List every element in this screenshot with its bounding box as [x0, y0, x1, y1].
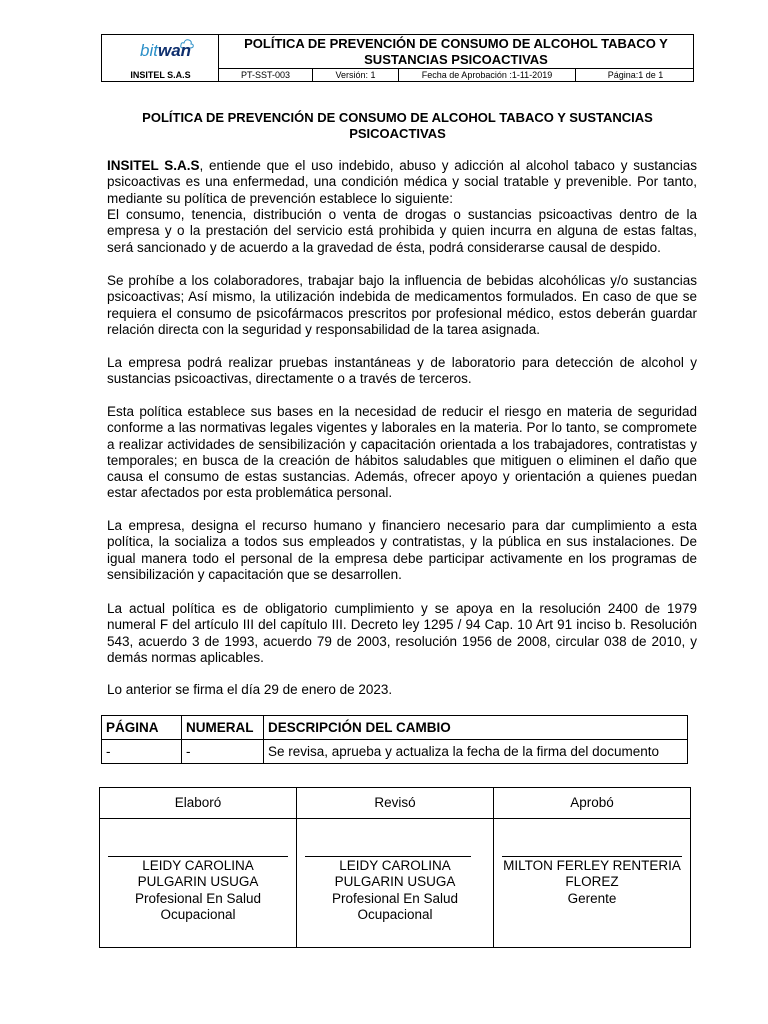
document-version: Versión: 1	[312, 69, 398, 81]
signature-role: Revisó	[297, 788, 493, 819]
signature-line	[502, 856, 682, 857]
table-header-row	[102, 716, 688, 740]
signature-role: Aprobó	[494, 788, 690, 819]
header-meta-row	[219, 69, 693, 81]
header-title	[219, 35, 693, 69]
signature-line	[108, 856, 288, 857]
signature-line	[305, 856, 471, 857]
signatory	[297, 858, 493, 923]
signature-table	[99, 787, 691, 948]
paragraph-6: La actual política es de obligatorio cumplimiento y se apoya en la resolución 2400 de 1979 numeral F del artículo III del capítulo III. Decreto ley 1295 / 94 Cap. 10 Art 91 inciso b. Resolución 543, acuerdo 3 de 1993, acuerdo 79 de 2003, resolución 1956 de 2008, circular 038 de 2010, y demás normas aplicables.	[107, 601, 697, 665]
signatory-title-line2: Ocupacional	[357, 906, 433, 922]
company-mention: INSITEL S.A.S	[107, 158, 200, 173]
header-title-line1: POLÍTICA DE PREVENCIÓN DE CONSUMO DE ALCOHOL TABACO Y	[244, 36, 668, 51]
signatory-name-line1: LEIDY CAROLINA	[339, 858, 451, 873]
signatory-name-line2: PULGARIN USUGA	[334, 874, 456, 890]
table-row	[102, 740, 688, 764]
paragraph-1-text: , entiende que el uso indebido, abuso y adicción al alcohol tabaco y sustancias psicoactivas es una enfermedad, una condición médica y social tratable y prevenible. Por tanto, mediante su política de prevención establece lo siguiente:	[107, 158, 697, 206]
paragraph-4: Esta política establece sus bases en la necesidad de reducir el riesgo en materia de seguridad conforme a las normativas legales vigentes y laborales en la materia. Por lo tanto, se compromete a realizar actividades de sensibilización y capacitación orientada a los trabajadores, contratistas y temporales; en busca de la creación de hábitos saludables que mitiguen o eliminen el daño que causa el consumo de estas sustancias. Además, ofrecer apoyo y orientación a quienes puedan estar afectados por esta problemática personal.	[107, 404, 697, 501]
paragraph-1b: El consumo, tenencia, distribución o venta de drogas o sustancias psicoactivas dentro de la empresa y o la prestación del servicio está prohibida y quien incurra en alguna de estas faltas, será sancionado y de acuerdo a la gravedad de ésta, podrá considerarse causal de despido.	[107, 207, 697, 255]
page-title	[101, 110, 694, 142]
signatory-name-line1: MILTON FERLEY RENTERIA	[503, 858, 681, 873]
signatory-name-line1: LEIDY CAROLINA	[142, 858, 254, 873]
signatory-title-line1: Profesional En Salud	[331, 890, 459, 906]
column-header-description: DESCRIPCIÓN DEL CAMBIO	[264, 716, 688, 740]
change-log-table	[101, 715, 688, 764]
cell-numeral: -	[182, 740, 264, 764]
paragraph-5: La empresa, designa el recurso humano y financiero necesario para dar cumplimiento a esta política, la socializa a todos sus empleados y contratistas, y la pública en sus instalaciones. De igual manera todo el personal de la empresa debe participar activamente en los programas de sensibilización y capacitación que se desarrollen.	[107, 518, 697, 582]
paragraph-7: Lo anterior se firma el día 29 de enero de 2023.	[107, 682, 393, 697]
paragraph-3: La empresa podrá realizar pruebas instantáneas y de laboratorio para detección de alcohol y sustancias psicoactivas, directamente o a través de terceros.	[107, 355, 697, 387]
page-title-line1: POLÍTICA DE PREVENCIÓN DE CONSUMO DE ALCOHOL TABACO Y SUSTANCIAS	[142, 110, 653, 125]
logo-part-a: bit	[140, 41, 158, 60]
paragraph-2: Se prohíbe a los colaboradores, trabajar bajo la influencia de bebidas alcohólicas y/o sustancias psicoactivas; Así mismo, la utilización indebida de medicamentos formulados. En caso de que se requiera el consumo de psicofármacos prescritos por profesional médico, estos deberán guardar relación directa con la seguridad y responsabilidad de la tarea asignada.	[107, 273, 697, 337]
signature-column-reviso	[297, 788, 494, 947]
cell-description: Se revisa, aprueba y actualiza la fecha de la firma del documento	[264, 740, 688, 764]
signatory	[494, 858, 690, 907]
company-name: INSITEL S.A.S	[130, 70, 191, 80]
logo-cell	[102, 35, 219, 81]
signatory-name-line2: PULGARIN USUGA	[137, 874, 259, 890]
signatory-title-line2: Ocupacional	[160, 906, 236, 922]
page-title-line2: PSICOACTIVAS	[349, 126, 446, 141]
document-header	[101, 34, 694, 82]
column-header-numeral: NUMERAL	[182, 716, 264, 740]
header-title-line2: SUSTANCIAS PSICOACTIVAS	[364, 52, 548, 67]
signatory-title-line1: Profesional En Salud	[134, 890, 262, 906]
signature-role: Elaboró	[100, 788, 296, 819]
signatory-title-line1: Gerente	[567, 890, 617, 906]
signatory-name-line2: FLOREZ	[565, 874, 619, 890]
document-code: PT-SST-003	[240, 70, 291, 80]
paragraph-1	[107, 158, 697, 207]
company-logo	[140, 41, 191, 61]
logo-part-b: wan	[157, 41, 192, 60]
signatory	[100, 858, 296, 923]
cell-page: -	[102, 740, 182, 764]
column-header-page: PÁGINA	[102, 716, 182, 740]
signature-column-elaboro	[100, 788, 297, 947]
signature-column-aprobo	[494, 788, 690, 947]
approval-date: Fecha de Aprobación :1-11-2019	[398, 69, 575, 81]
page-number: Página:1 de 1	[575, 69, 695, 81]
